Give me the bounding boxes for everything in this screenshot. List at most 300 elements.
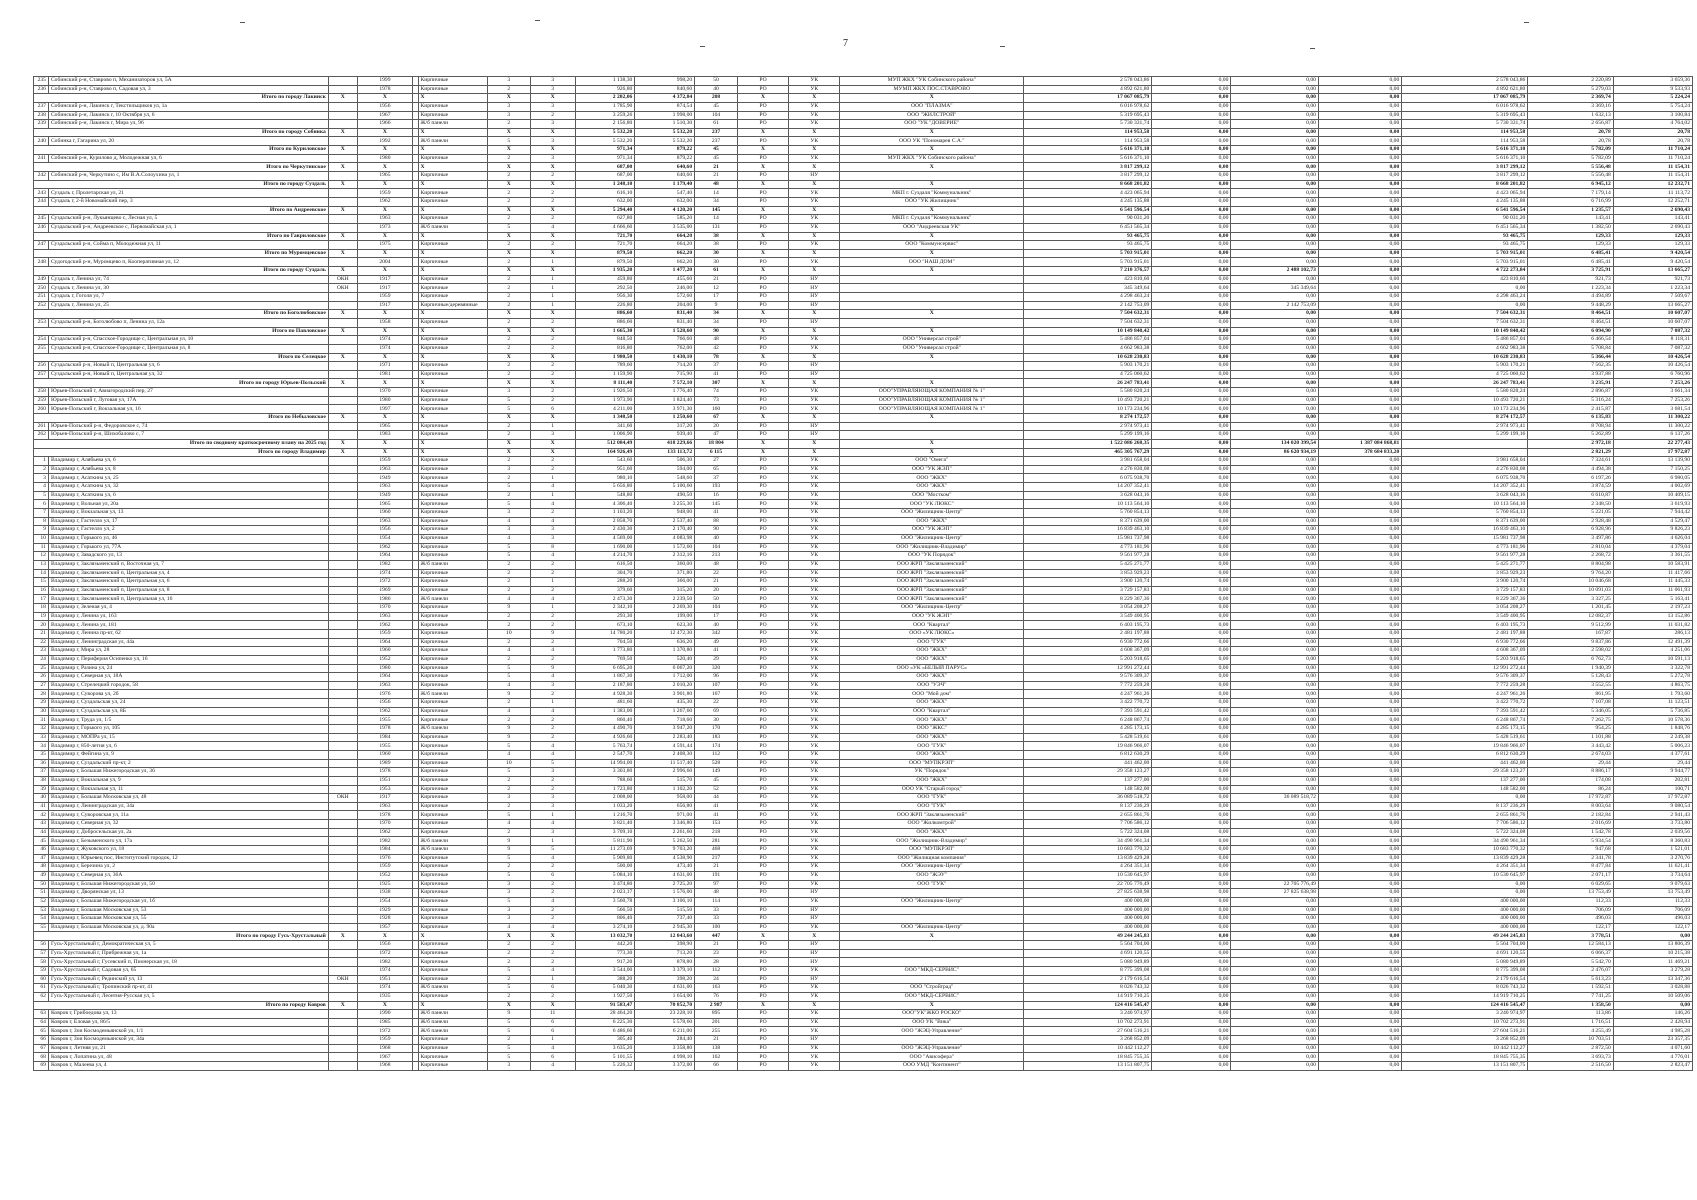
- table-cell: 0,00: [1152, 655, 1231, 664]
- table-cell: 1966: [357, 120, 413, 129]
- table-cell: 7 504 632,31: [1024, 318, 1152, 327]
- table-cell: X: [840, 310, 1024, 319]
- table-cell: 5: [487, 811, 530, 820]
- table-cell: 4 285 173,15: [1024, 725, 1152, 734]
- table-cell: ООО "УК ЛЮКС": [840, 500, 1024, 509]
- table-cell: 5: [487, 984, 530, 993]
- table-cell: 4 985,28: [1613, 1027, 1692, 1036]
- table-cell: 2: [530, 509, 575, 518]
- table-cell: 201: [695, 1018, 738, 1027]
- table-cell: 2 972,18: [1528, 439, 1613, 448]
- table-cell: 1952: [357, 871, 413, 880]
- table-cell: [328, 802, 357, 811]
- table-cell: 0,00: [1318, 621, 1401, 630]
- table-cell: X: [487, 163, 530, 172]
- table-cell: 848,50: [575, 336, 635, 345]
- table-cell: РО: [737, 1036, 788, 1045]
- table-cell: ООО "Жилкомтрой": [840, 820, 1024, 829]
- table-cell: 0,00: [1152, 569, 1231, 578]
- table-cell: 0,00: [1231, 915, 1319, 924]
- table-cell: МКП г. Суздаля "Коммунальник": [840, 189, 1024, 198]
- subtotal-row: [34, 146, 1693, 155]
- table-cell: 12 991 272,44: [1024, 664, 1152, 673]
- table-cell: Суздаль г, Ленина ул, 25: [48, 301, 328, 310]
- table-cell: 5 564 704,00: [1402, 941, 1528, 950]
- table-cell: 10 426,54: [1613, 362, 1692, 371]
- table-cell: Кирпичные: [418, 681, 487, 690]
- table-cell: [328, 776, 357, 785]
- table-cell: 5: [487, 897, 530, 906]
- table-cell: ООО "УК Порядок": [840, 552, 1024, 561]
- table-cell: X: [737, 1001, 788, 1010]
- table-cell: 0,00: [1318, 163, 1401, 172]
- table-cell: 0,00: [1231, 941, 1319, 950]
- table-cell: 2: [530, 716, 575, 725]
- table-cell: 0,00: [1152, 439, 1231, 448]
- table-cell: 0,00: [1318, 509, 1401, 518]
- table-cell: 0,00: [1231, 517, 1319, 526]
- table-cell: 1975: [357, 241, 413, 250]
- table-cell: [328, 958, 357, 967]
- table-cell: 91 583,47: [575, 1001, 635, 1010]
- table-cell: 107: [695, 681, 738, 690]
- table-row: [34, 742, 1693, 751]
- table-cell: 1: [530, 422, 575, 431]
- table-cell: 15 981 737,98: [1024, 534, 1152, 543]
- table-cell: 11 517,40: [635, 759, 695, 768]
- table-cell: Юрьев-Польский г, Авиагородский пер, 27: [48, 388, 328, 397]
- table-cell: 41: [695, 509, 738, 518]
- table-cell: 879,50: [575, 249, 635, 258]
- table-cell: 20: [695, 586, 738, 595]
- table-cell: 6 466,54: [1528, 336, 1613, 345]
- table-cell: Владимир г, Большая Московская ул, 55: [48, 915, 328, 924]
- table-cell: [328, 915, 357, 924]
- table-cell: 18 845 755,35: [1402, 1053, 1528, 1062]
- table-cell: 1959: [357, 1036, 413, 1045]
- table-cell: 2: [487, 941, 530, 950]
- table-cell: РО: [737, 405, 788, 414]
- table-cell: Суздальский р-н, Спасское-Городище с, Центральная ул, 8: [48, 344, 328, 353]
- table-cell: X: [737, 180, 788, 189]
- table-cell: X: [418, 439, 487, 448]
- table-cell: 0,00: [1318, 102, 1401, 111]
- table-cell: Кирпичные: [418, 820, 487, 829]
- table-cell: УК: [789, 664, 840, 673]
- table-cell: [840, 1036, 1024, 1045]
- table-cell: 3: [530, 828, 575, 837]
- table-cell: 5: [487, 664, 530, 673]
- table-cell: Владимир г, Завадского ул, 13: [48, 552, 328, 561]
- table-cell: Кирпичные: [418, 396, 487, 405]
- table-cell: 2: [487, 569, 530, 578]
- table-cell: 662,20: [635, 249, 695, 258]
- table-cell: [840, 949, 1024, 958]
- table-cell: 23: [695, 949, 738, 958]
- scan-mark: [1524, 22, 1529, 23]
- table-cell: УК: [789, 388, 840, 397]
- table-cell: 17: [695, 293, 738, 302]
- table-cell: 27 604 516,21: [1402, 1027, 1528, 1036]
- table-cell: 788,60: [575, 776, 635, 785]
- table-cell: РО: [737, 578, 788, 587]
- table-cell: Кирпичные: [418, 638, 487, 647]
- subtotal-row: [34, 249, 1693, 258]
- table-cell: 52: [695, 785, 738, 794]
- table-cell: 2: [487, 655, 530, 664]
- table-cell: X: [487, 413, 530, 422]
- table-cell: ООО "Жилищник-Центр": [840, 534, 1024, 543]
- table-cell: [328, 120, 357, 129]
- scan-mark: [535, 20, 540, 21]
- table-cell: X: [530, 180, 575, 189]
- table-cell: 465 305 767,29: [1024, 448, 1152, 457]
- table-cell: 5: [487, 543, 530, 552]
- table-row: [34, 630, 1693, 639]
- table-cell: 3: [487, 915, 530, 924]
- table-cell: 398,20: [635, 975, 695, 984]
- table-cell: [328, 621, 357, 630]
- table-cell: 23 357,35: [1613, 1036, 1692, 1045]
- table-cell: 3: [487, 880, 530, 889]
- table-cell: Кирпичные: [418, 673, 487, 682]
- table-cell: 0,00: [1318, 630, 1401, 639]
- table-cell: 5 040,30: [575, 984, 635, 993]
- table-cell: 57: [34, 949, 49, 958]
- table-cell: 2: [530, 465, 575, 474]
- table-cell: 22 277,43: [1613, 439, 1692, 448]
- table-cell: УК: [789, 344, 840, 353]
- table-cell: X: [840, 353, 1024, 362]
- table-cell: Владимир г, Зеленая ул, 4: [48, 604, 328, 613]
- table-row: [34, 396, 1693, 405]
- table-cell: ООО "Жилищник-Центр": [840, 897, 1024, 906]
- table-cell: 0,00: [1318, 128, 1401, 137]
- table-cell: 1 267,60: [635, 707, 695, 716]
- table-cell: X: [328, 146, 357, 155]
- table-cell: 7 504 632,31: [1024, 310, 1152, 319]
- table-cell: 515,70: [635, 776, 695, 785]
- table-cell: 0,00: [1152, 474, 1231, 483]
- table-cell: 0,00: [1231, 681, 1319, 690]
- table-row: [34, 405, 1693, 414]
- table-cell: 8 371 639,00: [1024, 517, 1152, 526]
- table-cell: X: [737, 448, 788, 457]
- table-cell: 40: [695, 621, 738, 630]
- table-cell: 0,00: [1152, 638, 1231, 647]
- table-cell: 170: [695, 725, 738, 734]
- table-cell: 3: [487, 526, 530, 535]
- table-cell: Владимир г, Суздальская ул, 24: [48, 699, 328, 708]
- table-cell: 67: [695, 413, 738, 422]
- table-cell: X: [487, 267, 530, 276]
- table-cell: 4: [487, 681, 530, 690]
- table-cell: 0,00: [1231, 327, 1319, 336]
- table-cell: 93 465,75: [1024, 241, 1152, 250]
- table-cell: 0,00: [1152, 465, 1231, 474]
- table-cell: [328, 595, 357, 604]
- table-cell: ООО «УК «БЕЛЫЙ ПАРУС»: [840, 664, 1024, 673]
- table-cell: X: [530, 448, 575, 457]
- table-cell: 22: [695, 569, 738, 578]
- table-cell: 93 465,75: [1024, 232, 1152, 241]
- table-cell: РО: [737, 457, 788, 466]
- table-cell: Владимир г, Березина ул, 2: [48, 863, 328, 872]
- table-cell: 143,41: [1528, 215, 1613, 224]
- table-cell: 9 576 309,37: [1024, 673, 1152, 682]
- scan-mark: [1000, 46, 1005, 47]
- table-cell: 400 000,00: [1024, 906, 1152, 915]
- table-cell: X: [328, 448, 357, 457]
- table-cell: 0,00: [1318, 776, 1401, 785]
- table-cell: 5 366,44: [1528, 353, 1613, 362]
- table-cell: Суздальский р-н, Сойма п, Молодежная ул, 11: [48, 241, 328, 250]
- table-cell: 3 733,80: [1613, 820, 1692, 829]
- table-cell: 4 892 621,80: [1024, 85, 1152, 94]
- table-cell: УК: [789, 474, 840, 483]
- table-cell: 10 530 645,97: [1402, 871, 1528, 880]
- table-cell: ООО"УПРАВЛЯЮЩАЯ КОМПАНИЯ № 1": [840, 405, 1024, 414]
- table-cell: 673,10: [575, 621, 635, 630]
- table-cell: 0,00: [1318, 249, 1401, 258]
- table-cell: 0,00: [1152, 612, 1231, 621]
- table-cell: 11 710,24: [1613, 154, 1692, 163]
- table-cell: УК: [789, 820, 840, 829]
- subtotal-row: [34, 206, 1693, 215]
- table-cell: 2 179 616,54: [1024, 975, 1152, 984]
- table-cell: 0,00: [1318, 241, 1401, 250]
- table-cell: 14: [695, 215, 738, 224]
- table-cell: 29,44: [1528, 759, 1613, 768]
- table-cell: Владимир г, Периферия Осипенко ул, 16: [48, 655, 328, 664]
- table-cell: [328, 483, 357, 492]
- table-cell: Суздаль г, Пролетарская ул, 21: [48, 189, 328, 198]
- table-cell: Кирпичные: [418, 604, 487, 613]
- table-cell: 0,00: [1231, 586, 1319, 595]
- table-cell: 3 279,28: [1613, 966, 1692, 975]
- table-cell: X: [418, 163, 487, 172]
- table-cell: 38: [695, 232, 738, 241]
- table-cell: 0,00: [1231, 1010, 1319, 1019]
- table-cell: 1963: [357, 483, 413, 492]
- table-cell: 1970: [357, 820, 413, 829]
- table-row: [34, 923, 1693, 932]
- table-cell: ООО "МКД-СЕРВИС": [840, 966, 1024, 975]
- table-row: [34, 526, 1693, 535]
- table-cell: Юрьев-Польский р-н, Шихобалово с, 7: [48, 431, 328, 440]
- table-cell: 831,40: [635, 318, 695, 327]
- table-cell: 2 516,50: [1528, 1062, 1613, 1071]
- table-cell: 0,00: [1318, 1001, 1401, 1010]
- table-cell: Кирпичные: [418, 258, 487, 267]
- table-cell: 19 846 966,07: [1024, 742, 1152, 751]
- table-cell: 37: [695, 362, 738, 371]
- table-cell: Юрьев-Польский р-н, Федоровское с, 74: [48, 422, 328, 431]
- table-cell: 60: [34, 975, 49, 984]
- table-cell: 1971: [357, 362, 413, 371]
- table-cell: 51: [34, 889, 49, 898]
- table-cell: 1978: [357, 85, 413, 94]
- table-cell: РО: [737, 673, 788, 682]
- table-cell: 2: [487, 154, 530, 163]
- table-cell: 14 919 710,25: [1402, 992, 1528, 1001]
- table-cell: 27 825 638,98: [1024, 889, 1152, 898]
- table-cell: 2 476,07: [1528, 966, 1613, 975]
- table-cell: 2: [487, 336, 530, 345]
- table-cell: 4 211,00: [575, 405, 635, 414]
- table-cell: 0,00: [1231, 223, 1319, 232]
- table-cell: 0,00: [1152, 189, 1231, 198]
- table-cell: РО: [737, 828, 788, 837]
- table-cell: 11 621,41: [1613, 863, 1692, 872]
- table-cell: 8 668 201,82: [1024, 180, 1152, 189]
- table-cell: Владимир г, Разина ул, 24: [48, 664, 328, 673]
- table-cell: ООО "ЖКХ": [840, 647, 1024, 656]
- table-cell: X: [737, 310, 788, 319]
- table-cell: РО: [737, 301, 788, 310]
- table-row: [34, 906, 1693, 915]
- table-cell: Владимир г, Гастелло ул, 17: [48, 517, 328, 526]
- table-cell: 0,00: [1318, 457, 1401, 466]
- table-cell: X: [328, 379, 357, 388]
- table-cell: 29,44: [1613, 759, 1692, 768]
- table-cell: 4 662 983,38: [1402, 344, 1528, 353]
- table-cell: РО: [737, 197, 788, 206]
- table-cell: 1980: [357, 396, 413, 405]
- table-cell: 2: [530, 457, 575, 466]
- table-cell: 3 028,88: [1613, 984, 1692, 993]
- table-cell: РО: [737, 897, 788, 906]
- table-cell: УК: [789, 111, 840, 120]
- table-cell: 2 187,80: [575, 681, 635, 690]
- table-cell: 2 348,50: [1528, 500, 1613, 509]
- table-cell: Ж/б панели: [418, 1010, 487, 1019]
- table-cell: 6 928,96: [1528, 526, 1613, 535]
- table-cell: 0,00: [1231, 647, 1319, 656]
- table-cell: 0,00: [1231, 1027, 1319, 1036]
- table-cell: [328, 517, 357, 526]
- table-cell: 10 702 273,91: [1402, 1018, 1528, 1027]
- table-cell: 3 901,80: [635, 690, 695, 699]
- table-cell: [328, 189, 357, 198]
- table-cell: 0,00: [1318, 655, 1401, 664]
- table-row: [34, 474, 1693, 483]
- table-cell: 0,00: [1152, 85, 1231, 94]
- table-cell: 400 000,00: [1024, 915, 1152, 924]
- table-cell: УК: [789, 1018, 840, 1027]
- table-cell: Владимир г, Ленинградская ул, 34а: [48, 802, 328, 811]
- table-cell: 2: [530, 725, 575, 734]
- table-cell: 0,00: [1318, 1010, 1401, 1019]
- table-cell: 4: [530, 483, 575, 492]
- table-cell: X: [487, 232, 530, 241]
- table-cell: 0,00: [1152, 249, 1231, 258]
- table-cell: 8 775 399,08: [1024, 966, 1152, 975]
- table-cell: 6 541 596,54: [1402, 206, 1528, 215]
- table-cell: 7 324,61: [1528, 457, 1613, 466]
- table-cell: 2: [487, 699, 530, 708]
- table-cell: 1982: [357, 837, 413, 846]
- table-cell: ООО "ГУК": [840, 638, 1024, 647]
- table-cell: 2: [487, 362, 530, 371]
- table-cell: 6 066,37: [1528, 949, 1613, 958]
- table-cell: X: [840, 128, 1024, 137]
- table-cell: 4 306,40: [575, 500, 635, 509]
- table-cell: 0,00: [1318, 146, 1401, 155]
- table-cell: 2 268,72: [1528, 552, 1613, 561]
- table-cell: ООО ЖРП "Заклязьменский": [840, 560, 1024, 569]
- table-cell: 12: [34, 552, 49, 561]
- table-cell: Кирпичные: [418, 871, 487, 880]
- table-cell: Суздальский р-н, Новый п, Центральная ул, 6: [48, 362, 328, 371]
- table-cell: 55: [34, 923, 49, 932]
- table-cell: 38: [34, 776, 49, 785]
- table-cell: 2: [487, 491, 530, 500]
- table-cell: 44: [34, 828, 49, 837]
- table-cell: 40: [695, 85, 738, 94]
- table-cell: 840,60: [635, 85, 695, 94]
- table-cell: 5: [487, 483, 530, 492]
- table-cell: 0,00: [1152, 163, 1231, 172]
- table-cell: НУ: [789, 975, 840, 984]
- table-cell: 0,00: [1318, 664, 1401, 673]
- table-cell: 6 930 772,66: [1402, 638, 1528, 647]
- table-cell: 371,80: [635, 569, 695, 578]
- table-cell: 8 137 236,29: [1402, 802, 1528, 811]
- table-cell: 34 490 961,34: [1402, 837, 1528, 846]
- table-cell: УК: [789, 1010, 840, 1019]
- table-cell: 0,00: [1231, 457, 1319, 466]
- table-cell: 0,00: [1231, 111, 1319, 120]
- table-cell: Владимир г, Безыменского ул, 17а: [48, 837, 328, 846]
- table-cell: Ж/б панели: [418, 846, 487, 855]
- table-cell: ООО "ГУК": [840, 742, 1024, 751]
- table-cell: 6 075 938,70: [1024, 474, 1152, 483]
- table-cell: 2 008,00: [575, 794, 635, 803]
- table-cell: Ковров г, Грибоедова ул, 13: [48, 1010, 328, 1019]
- table-cell: 1999: [357, 77, 413, 86]
- table-cell: 773,30: [575, 949, 635, 958]
- table-cell: 5: [487, 1018, 530, 1027]
- table-cell: 0,00: [1318, 750, 1401, 759]
- table-cell: 7 562,35: [1528, 362, 1613, 371]
- subtotal-row: [34, 310, 1693, 319]
- table-cell: 17 067 085,79: [1024, 94, 1152, 103]
- table-cell: 6 930 772,66: [1024, 638, 1152, 647]
- table-cell: 41: [695, 802, 738, 811]
- table-cell: 5: [487, 768, 530, 777]
- table-cell: 1 785,90: [575, 102, 635, 111]
- table-cell: 122,17: [1613, 923, 1692, 932]
- table-cell: 10 578,36: [1613, 716, 1692, 725]
- table-cell: 149: [695, 768, 738, 777]
- table-cell: 4: [487, 595, 530, 604]
- table-cell: 1956: [357, 102, 413, 111]
- table-cell: 38: [695, 241, 738, 250]
- table-cell: 1: [530, 474, 575, 483]
- table-row: [34, 560, 1693, 569]
- table-cell: [328, 509, 357, 518]
- table-cell: РО: [737, 396, 788, 405]
- table-cell: 9: [487, 604, 530, 613]
- table-cell: X: [418, 310, 487, 319]
- table-cell: 26 247 783,41: [1024, 379, 1152, 388]
- table-cell: 2 016,69: [1528, 820, 1613, 829]
- table-cell: 5 100,60: [635, 483, 695, 492]
- table-cell: X: [737, 932, 788, 941]
- table-cell: УК: [789, 871, 840, 880]
- table-row: [34, 785, 1693, 794]
